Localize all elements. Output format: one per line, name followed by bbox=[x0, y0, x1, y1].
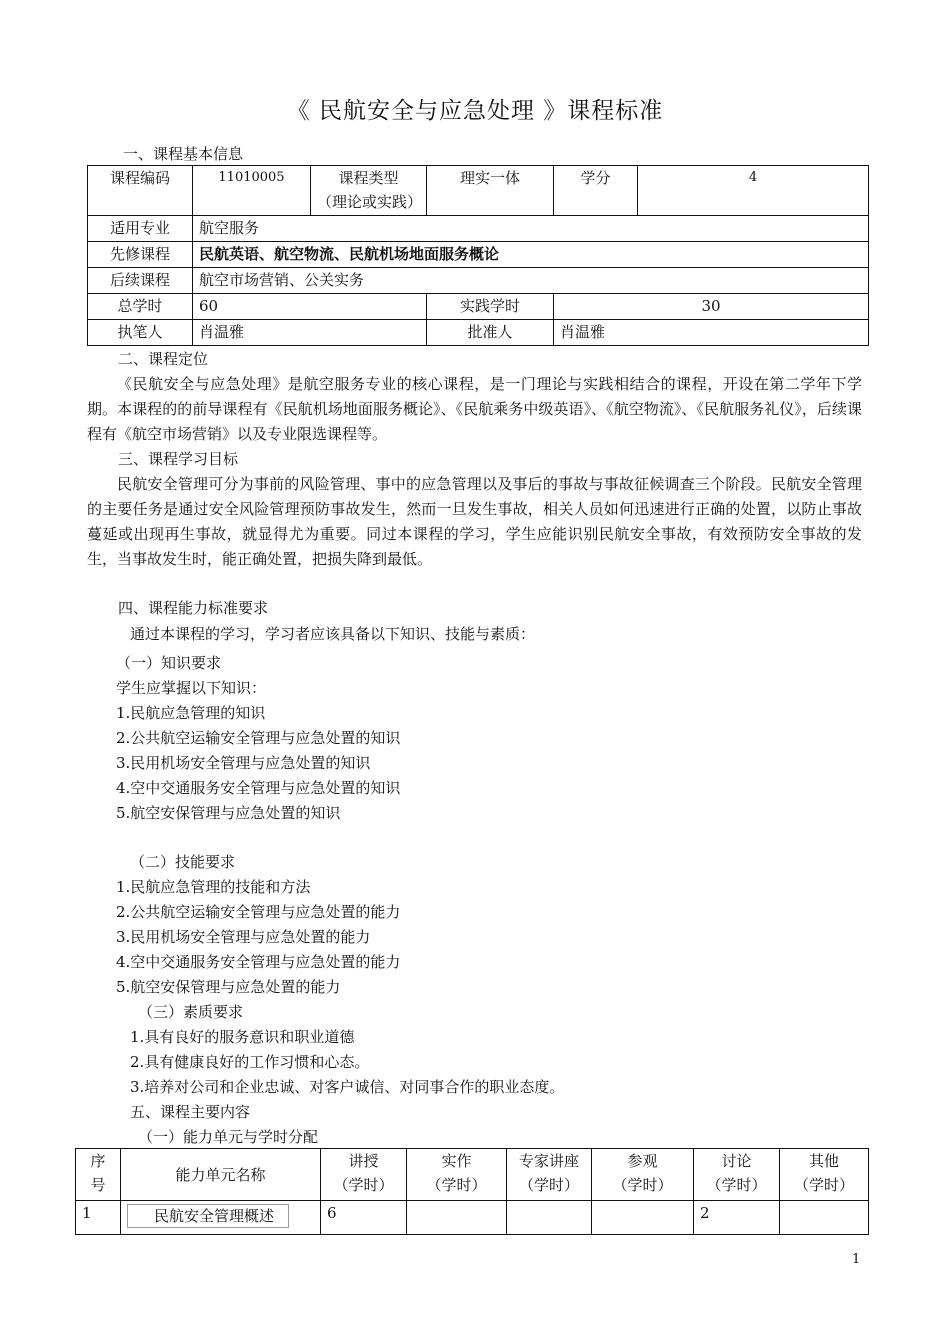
document-title: 《 民航安全与应急处理 》课程标准 bbox=[286, 98, 664, 124]
major-value: 航空服务 bbox=[193, 216, 869, 242]
knowledge-item: 5.航空安保管理与应急处置的知识 bbox=[116, 804, 341, 822]
practice-hours-label: 实践学时 bbox=[427, 294, 554, 320]
knowledge-item: 3.民用机场安全管理与应急处置的知识 bbox=[116, 754, 371, 772]
course-info-table bbox=[87, 165, 869, 346]
section5-subheading: （一）能力单元与学时分配 bbox=[138, 1128, 319, 1146]
col-header-no: 序 号 bbox=[76, 1149, 121, 1201]
row-expert bbox=[507, 1201, 592, 1235]
page-number: 1 bbox=[852, 1252, 861, 1267]
credit-label: 学分 bbox=[554, 166, 638, 216]
table-row bbox=[76, 1201, 869, 1235]
row-other bbox=[780, 1201, 869, 1235]
course-type-value: 理实一体 bbox=[427, 166, 554, 216]
row-unit-name: 民航安全管理概述 bbox=[127, 1204, 289, 1228]
section2-paragraph: 《民航安全与应急处理》是航空服务专业的核心课程，是一门理论与实践相结合的课程，开设在第二学年下学期。本课程的的前导课程有《民航机场地面服务概论》、《民航乘务中级英语》、《航空物流》、《民航服务礼仪》，后续课程有《航空市场营销》以及专业限选课程等。 bbox=[87, 375, 862, 443]
follow-label: 后续课程 bbox=[88, 268, 193, 294]
col-header-unit-name: 能力单元名称 bbox=[121, 1149, 321, 1201]
skills-item: 1.民航应急管理的技能和方法 bbox=[116, 878, 311, 896]
unit-hours-table bbox=[75, 1148, 869, 1235]
quality-item: 2.具有健康良好的工作习惯和心态。 bbox=[130, 1053, 370, 1071]
course-type-label-line1: 课程类型 bbox=[338, 169, 399, 187]
section1-heading: 一、课程基本信息 bbox=[123, 145, 244, 163]
skills-item: 4.空中交通服务安全管理与应急处置的能力 bbox=[116, 953, 401, 971]
skills-heading: （二）技能要求 bbox=[130, 853, 236, 871]
course-code-value: 11010005 bbox=[193, 166, 311, 216]
section3-paragraph: 民航安全管理可分为事前的风险管理、事中的应急管理以及事后的事故与事故征候调查三个阶段。民航安全管理的主要任务是通过安全风险管理预防事故发生，然而一旦发生事故，相关人员如何迅速进行正确的处置，以防止事故蔓延或出现再生事故，就显得尤为重要。同过本课程的学习，学生应能识别民航安全事故，有效预防安全事故的发生，当事故发生时，能正确处置，把损失降到最低。 bbox=[87, 475, 862, 568]
follow-value: 航空市场营销、公关实务 bbox=[193, 268, 869, 294]
knowledge-item: 2.公共航空运输安全管理与应急处置的知识 bbox=[116, 729, 401, 747]
section2-heading: 二、课程定位 bbox=[118, 350, 209, 368]
course-type-label-line2: （理论或实践） bbox=[317, 193, 423, 211]
prereq-label: 先修课程 bbox=[88, 242, 193, 268]
course-type-label bbox=[311, 166, 427, 216]
section4-heading: 四、课程能力标准要求 bbox=[118, 599, 269, 617]
section4-intro: 通过本课程的学习，学习者应该具备以下知识、技能与素质： bbox=[130, 625, 536, 643]
col-header-expert: 专家讲座 （学时） bbox=[507, 1149, 592, 1201]
section5-heading: 五、课程主要内容 bbox=[130, 1103, 251, 1121]
skills-item: 5.航空安保管理与应急处置的能力 bbox=[116, 978, 341, 996]
row-discussion: 2 bbox=[694, 1201, 780, 1235]
major-label: 适用专业 bbox=[88, 216, 193, 242]
col-header-other: 其他 （学时） bbox=[780, 1149, 869, 1201]
credit-value: 4 bbox=[638, 166, 869, 216]
author-label: 执笔人 bbox=[88, 320, 193, 346]
row-unit-name-cell bbox=[121, 1201, 321, 1235]
author-value: 肖温雅 bbox=[193, 320, 427, 346]
row-visit bbox=[592, 1201, 694, 1235]
skills-item: 2.公共航空运输安全管理与应急处置的能力 bbox=[116, 903, 401, 921]
col-header-lecture: 讲授 （学时） bbox=[321, 1149, 407, 1201]
knowledge-lead: 学生应掌握以下知识： bbox=[116, 679, 267, 697]
col-header-practice: 实作 （学时） bbox=[407, 1149, 507, 1201]
section3-heading: 三、课程学习目标 bbox=[118, 450, 239, 468]
course-code-label: 课程编码 bbox=[88, 166, 193, 216]
quality-heading: （三）素质要求 bbox=[138, 1003, 244, 1021]
approver-label: 批准人 bbox=[427, 320, 554, 346]
knowledge-item: 1.民航应急管理的知识 bbox=[116, 704, 266, 722]
practice-hours-value: 30 bbox=[554, 294, 869, 320]
approver-value: 肖温雅 bbox=[554, 320, 869, 346]
quality-item: 3.培养对公司和企业忠诚、对客户诚信、对同事合作的职业态度。 bbox=[130, 1078, 565, 1096]
col-header-visit: 参观 （学时） bbox=[592, 1149, 694, 1201]
total-hours-label: 总学时 bbox=[88, 294, 193, 320]
row-no: 1 bbox=[76, 1201, 121, 1235]
row-lecture: 6 bbox=[321, 1201, 407, 1235]
col-header-discussion: 讨论 （学时） bbox=[694, 1149, 780, 1201]
skills-item: 3.民用机场安全管理与应急处置的能力 bbox=[116, 928, 371, 946]
prereq-value: 民航英语、航空物流、民航机场地面服务概论 bbox=[193, 242, 869, 268]
row-practice bbox=[407, 1201, 507, 1235]
total-hours-value: 60 bbox=[193, 294, 427, 320]
knowledge-heading: （一）知识要求 bbox=[116, 654, 222, 672]
knowledge-item: 4.空中交通服务安全管理与应急处置的知识 bbox=[116, 779, 401, 797]
quality-item: 1.具有良好的服务意识和职业道德 bbox=[130, 1028, 355, 1046]
